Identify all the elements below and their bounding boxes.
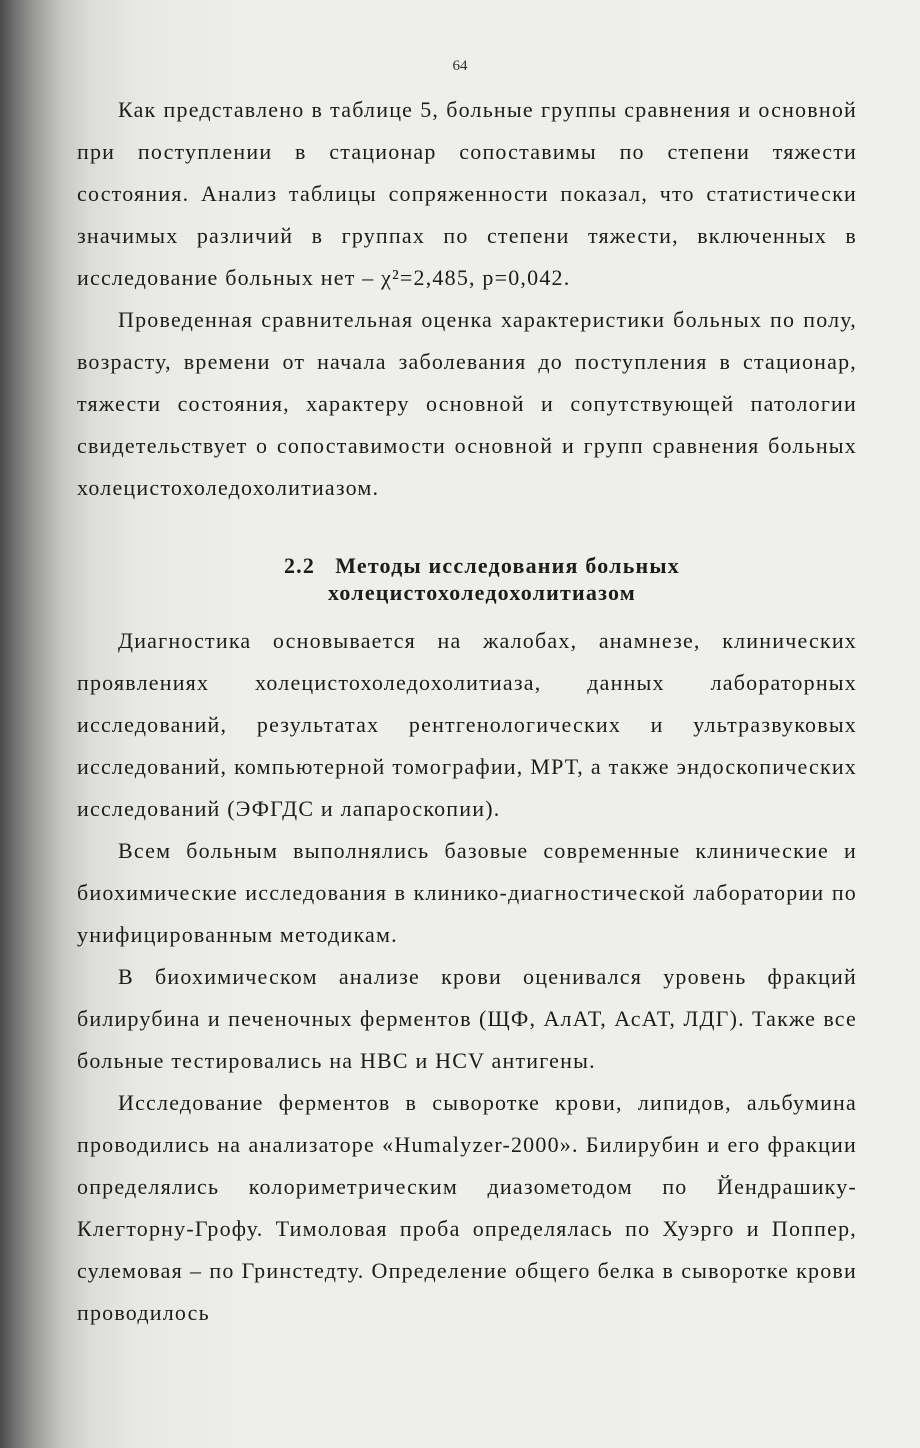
section-title-line1: Методы исследования больных (335, 553, 681, 578)
paragraph-enzyme-studies: Исследование ферментов в сыворотке крови, липидов, альбумина проводились на анализаторе «Humalyzer-2000». Билирубин и его фракции определялись колориметрическим диазометодом по Йендрашику-Клегторну-Грофу. Тимоловая проба определялась по Хуэрго и Поппер, сулемовая – по Гринстедту. Определение общего белка в сыворотке крови проводилось (77, 1090, 857, 1325)
paragraph-diagnostics: Диагностика основывается на жалобах, анамнезе, клинических проявлениях холецистохоледохолитиаза, данных лабораторных исследований, результатах рентгенологических и ультразвуковых исследований, компьютерной томографии, МРТ, а также эндоскопических исследований (ЭФГДС и лапароскопии). (77, 628, 857, 821)
section-title-line2: холецистохоледохолитиазом (328, 580, 636, 605)
paragraph-table5-comparison: Как представлено в таблице 5, больные группы сравнения и основной при поступлении в стационар сопоставимы по степени тяжести состояния. Анализ таблицы сопряженности показал, что статистически значимых различий в группах по степени тяжести, включенных в исследование больных нет – χ²=2,485, p=0,042. (77, 97, 857, 290)
paragraph-groups-comparability: Проведенная сравнительная оценка характеристики больных по полу, возрасту, времени от начала заболевания до поступления в стационар, тяжести состояния, характеру основной и сопутствующей патологии свидетельствует о сопоставимости основной и групп сравнения больных холецистохоледохолитиазом. (77, 307, 857, 500)
paragraphs-after-heading (77, 620, 857, 1334)
section-heading (77, 550, 857, 610)
paragraph-basic-studies: Всем больным выполнялись базовые современные клинические и биохимические исследования в клинико-диагностической лаборатории по унифицированным методикам. (77, 838, 857, 947)
paragraph-biochemical-analysis: В биохимическом анализе крови оценивался уровень фракций билирубина и печеночных ферментов (ЩФ, АлАТ, АсАТ, ЛДГ). Также все больные тестировались на HBC и HCV антигены. (77, 964, 857, 1073)
section-heading-block (77, 552, 857, 606)
paragraphs-before-heading (77, 89, 857, 509)
section-heading-line1 (107, 552, 857, 579)
section-number: 2.2 (283, 553, 316, 578)
page-number: 64 (452, 58, 468, 74)
